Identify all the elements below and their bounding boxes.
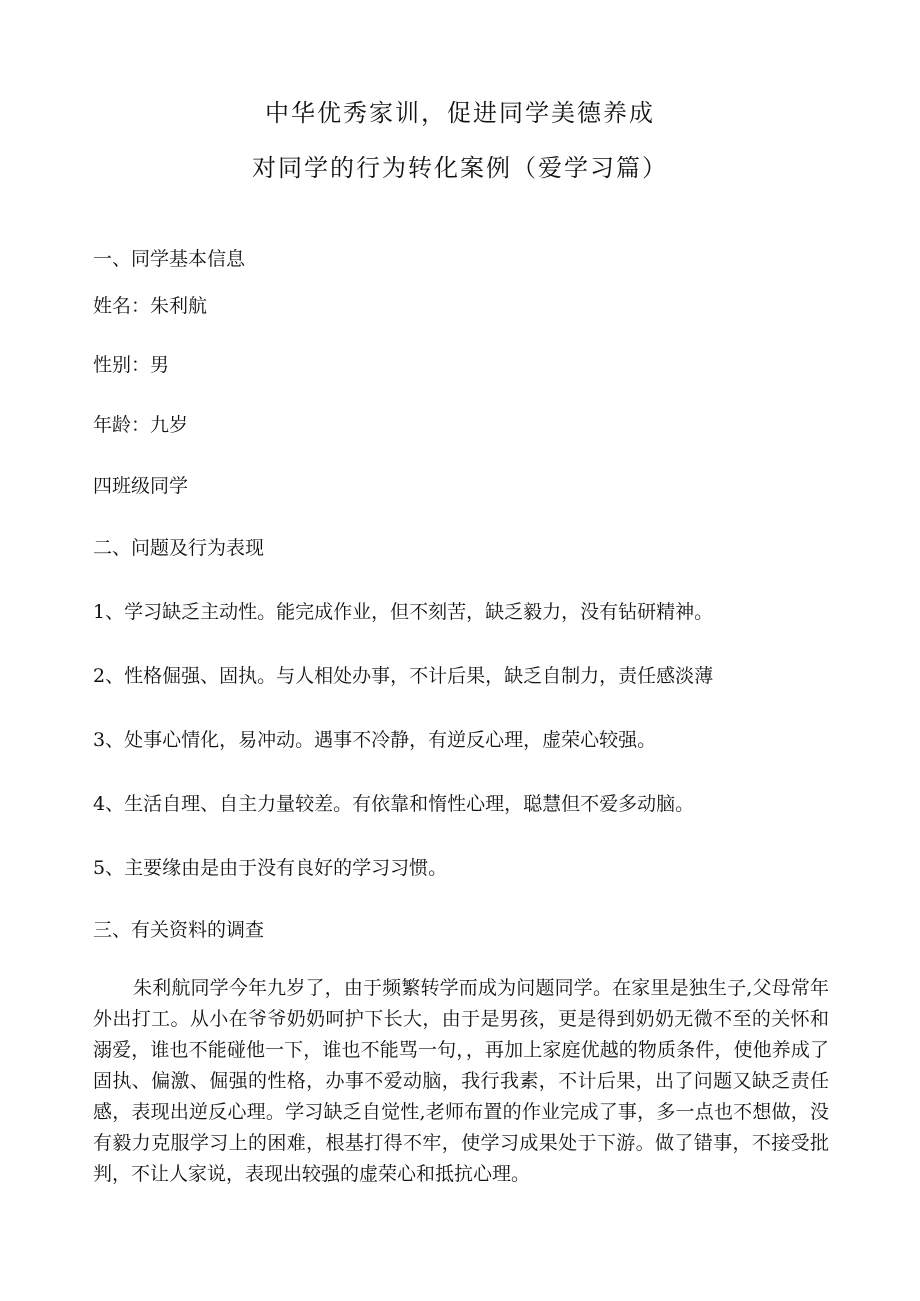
- investigation-paragraph: 朱利航同学今年九岁了，由于频繁转学而成为问题同学。在家里是独生子,父母常年外出打工。从小在爷爷奶奶呵护下长大，由于是男孩，更是得到奶奶无微不至的关怀和溺爱，谁也不能碰他一下，谁也不能骂一句，，再加上家庭优越的物质条件，使他养成了固执、偏激、倔强的性格，办事不爱动脑，我行我素，不计后果，出了问题又缺乏责任感，表现出逆反心理。学习缺乏自觉性,老师布置的作业完成了事，多一点也不想做，没有毅力克服学习上的困难，根基打得不牢，使学习成果处于下游。做了错事，不接受批判，不让人家说，表现出较强的虚荣心和抵抗心理。: [93, 977, 829, 1185]
- section-heading-problems: 二、问题及行为表现: [93, 537, 265, 559]
- info-gender: 性别：男: [93, 354, 170, 376]
- info-age: 年龄：九岁: [93, 414, 189, 436]
- document-title: 中华优秀家训，促进同学美德养成: [265, 99, 655, 127]
- info-class: 四班级同学: [93, 475, 189, 497]
- problem-item: 5、主要缘由是由于没有良好的学习习惯。: [93, 857, 448, 879]
- problem-item: 1、学习缺乏主动性。能完成作业，但不刻苦，缺乏毅力，没有钻研精神。: [93, 601, 714, 623]
- problem-item: 3、处事心情化，易冲动。遇事不冷静，有逆反心理，虚荣心较强。: [93, 729, 657, 751]
- document-subtitle: 对同学的行为转化案例（爱学习篇）: [252, 154, 668, 182]
- info-name: 姓名：朱利航: [93, 295, 208, 317]
- problem-item: 2、性格倔强、固执。与人相处办事，不计后果，缺乏自制力，责任感淡薄: [93, 665, 714, 687]
- section-heading-basic-info: 一、同学基本信息: [93, 248, 246, 270]
- section-heading-investigation: 三、有关资料的调查: [93, 919, 265, 941]
- problem-item: 4、生活自理、自主力量较差。有依靠和惰性心理，聪慧但不爱多动脑。: [93, 793, 695, 815]
